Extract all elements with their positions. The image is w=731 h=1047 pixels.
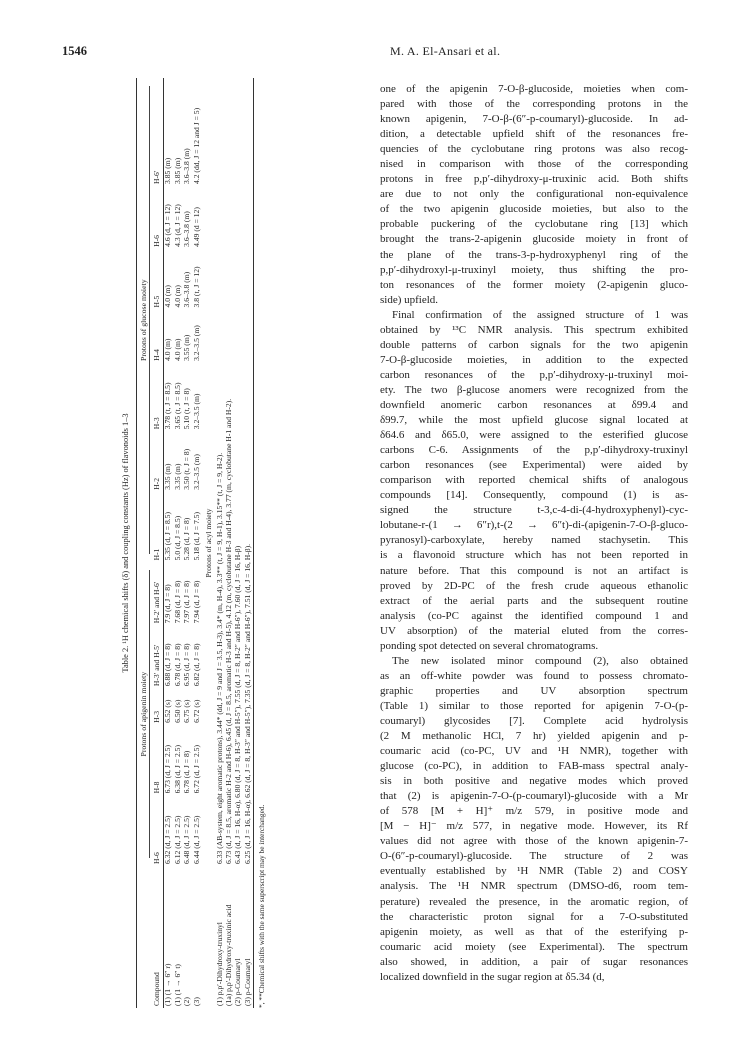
acyl-shifts: 6.73 (d, J = 8.5, aromatic H-2 and H-6), 6.45 (d, J = 8.5, aromatic H-3 and H-5), 4.12 (m, cyclobutane H-3 and H-4), 3.77 (m, cyclobutane H-1 and H-2). (223, 398, 233, 864)
text-line: carbon resonances (see Experimental) were aided by (380, 459, 688, 472)
table-cell: 6.82 (d, J = 8) (191, 643, 201, 687)
text-line: carbon resonances of the p,p′-dihydroxy-μ-truxinyl moi- (380, 368, 688, 381)
table-cell: 6.73 (d, J = 2.5) (163, 745, 173, 794)
rotated-table-container (120, 78, 350, 1008)
text-line: protons in free p,p′-dihydroxy-μ-truxinic acid. Both shifts (380, 173, 688, 186)
table-cell: 6.72 (s) (191, 699, 201, 723)
acyl-row (225, 78, 234, 1008)
text-line: extract of the aerial parts and the subsequent routine (380, 594, 688, 607)
column-header: H-1 (151, 548, 161, 561)
table-cell: 3.35 (m) (172, 463, 182, 490)
text-line: (Table 1) similar to those reported for apigenin 7-O-(p- (380, 699, 688, 712)
column-header: H-6′ (151, 170, 161, 184)
table-cell: 6.44 (d, J = 2.5) (191, 815, 201, 864)
group-glucose-header (137, 78, 150, 562)
text-line: pyranosyl)-carboxylate, hereby named stachysetin. This (380, 534, 688, 547)
table-cell: 3.2–3.5 (m) (191, 393, 201, 430)
text-line: quencies of the cyclobutane ring protons was also recog- (380, 143, 688, 156)
text-line: perature) revealed the presence, in the aromatic region, of (380, 895, 688, 908)
acyl-name: (2) p-Coumaryl (233, 958, 243, 1006)
acyl-name: (1) p,p′-Dihydroxy-truxinyl (214, 922, 224, 1006)
text-line: side) upfield. (380, 293, 439, 306)
column-header-row (150, 78, 164, 1008)
table-cell: 6.48 (d, J = 2.5) (182, 815, 192, 864)
text-line: (2 M methanolic HCl, 7 hr) yielded apigenin and p- (380, 730, 688, 743)
acyl-name: (3) p-Coumaryl (242, 958, 252, 1006)
text-line: probable puckering of the cyclobutane ring [13] which (380, 218, 688, 231)
table-cell: (3) (191, 997, 201, 1006)
table-cell: 3.2–3.5 (m) (191, 454, 201, 490)
text-line: is a flavonoid structure which has not been reported in (380, 549, 688, 562)
nmr-table (136, 78, 254, 1008)
table-cell: 3.85 (m) (163, 157, 173, 184)
text-line: downfield anomeric carbon resonances at δ99.4 and (380, 398, 688, 411)
table-cell: 3.55 (m) (182, 334, 192, 361)
body-text-column (380, 82, 688, 985)
table-cell: 6.12 (d, J = 2.5) (172, 815, 182, 864)
text-line: localized downfield in the sugar region at δ5.34 (d, (380, 970, 605, 983)
table-cell: 4.0 (m) (172, 285, 182, 308)
table-cell: 4.6 (d, J = 12) (163, 204, 173, 247)
text-line: apigenin moiety, as well as that of the esterifying p- (380, 925, 688, 938)
group-glucose-label: Protons of glucose moiety (139, 279, 148, 362)
table-cell: 3.78 (t, J = 8.5) (163, 382, 173, 430)
text-line: double patterns of carbon signals for the two apigenin (380, 338, 688, 351)
table-cell: 6.50 (s) (172, 699, 182, 723)
table-cell: 7.94 (d, J = 8) (191, 580, 201, 624)
text-line: are due to not only the configurational non-equivalence (380, 188, 688, 201)
table-cell: 4.0 (m) (172, 338, 182, 361)
text-line: δ64.6 and δ65.0, were assigned to the esterified glucose (380, 429, 688, 442)
text-line: graphic properties and UV absorption spectrum (380, 684, 688, 697)
column-header: H-6 (151, 852, 161, 864)
text-line: glucose (co-PC), in addition to FAB-mass spectral analy- (380, 760, 688, 773)
text-line: of 578 [M + H]⁺ m/z 579, in positive mode and (380, 805, 688, 818)
text-line: brought the trans-2-apigenin glucoside moiety in front of (380, 233, 688, 246)
text-line: signed the structure t-3,c-4-di-(4-hydroxyphenyl)-cyc- (380, 504, 688, 517)
text-line: carbons C-6. Assignments of the p,p′-dihydroxy-truxinyl (380, 444, 688, 457)
table-cell: 6.88 (d, J = 8) (163, 643, 173, 687)
table-cell: 4.0 (m) (163, 285, 173, 308)
table-cell: 4.49 (d = 12) (191, 207, 201, 247)
text-line: also showed, in addition, a pair of sugar resonances (380, 955, 688, 968)
table-cell: (2) (182, 997, 192, 1006)
text-line: O-(6″-p-coumaryl)-glucoside. The structure of 2 was (380, 850, 688, 863)
text-line: nised in comparison with those of the corresponding (380, 158, 688, 171)
text-line: The new isolated minor compound (2), also obtained (392, 654, 688, 667)
table-row (193, 78, 202, 1008)
table-cell: 6.78 (d, J = 8) (182, 750, 192, 794)
column-header: Compound (151, 972, 161, 1006)
text-line: coumaric acid moiety (see Experimental). The spectrum (380, 940, 688, 953)
acyl-shifts: 6.33 (AB-system, eight aromatic protons), 3.44* (dd, J = 9 and J = 3.5, H-3), 3.4* (m, H-4), 3.3** (t, J = 9, H-1), 3.15** (t, J = 9, H-2). (214, 452, 224, 864)
acyl-shifts: 6.25 (d, J = 16, H-α), 6.62 (d, J = 8, H-3″ and H-5″), 7.35 (d, J = 8, H-2″ and H-6″), 7.51 (d, J = 16, H-β). (242, 543, 252, 864)
acyl-heading: Protons of acyl moiety (203, 508, 213, 578)
text-line: eventually established by ¹H NMR (Table 2) and COSY (380, 865, 688, 878)
table-2 (120, 78, 350, 1008)
table-cell: 4.3 (d, J = 12) (172, 204, 182, 247)
text-line: obtained by ¹³C NMR analysis. This spectrum exhibited (380, 323, 688, 336)
text-line: that (2) is apigenin-7-O-(p-coumaryl)-glucoside with a Mr (380, 790, 688, 803)
text-line: Final confirmation of the assigned structure of 1 was (392, 308, 688, 321)
table-footnote: *, **Chemical shifts with the same superscript may be interchanged. (257, 804, 267, 1008)
table-cell: 3.6–3.8 (m) (182, 271, 192, 308)
table-cell: 6.78 (d, J = 8) (172, 643, 182, 687)
text-line: ponding spot detected on several chromatograms. (380, 639, 599, 652)
table-cell: (1) (1 → 6″ t) (172, 964, 182, 1006)
text-line: ton resonances of the former moiety (2-apigenin gluco- (380, 278, 688, 291)
text-line: comparison with reported chemical shifts of analogous (380, 474, 688, 487)
table-cell: 7.97 (d, J = 8) (182, 580, 192, 624)
text-line: 7-O-β-glucoside moieties, in addition to the expected (380, 353, 688, 366)
table-cell: 4.0 (m) (163, 338, 173, 361)
column-header: H-8 (151, 781, 161, 794)
table-caption: Table 2. ¹H chemical shifts (δ) and coupling constants (Hz) of flavonoids 1–3 (121, 413, 130, 673)
table-cell: 6.32 (d, J = 2.5) (163, 815, 173, 864)
group-spacer (137, 866, 150, 1008)
page-number: 1546 (62, 44, 87, 58)
running-head: M. A. El-Ansari et al. (390, 44, 501, 58)
acyl-heading-row (202, 78, 216, 1008)
table-cell: 3.65 (t, J = 8.5) (172, 382, 182, 430)
text-line: of the two apigenin glucoside moieties, but also to the (380, 203, 688, 216)
text-line: the characteristic proton signal for a 7-O-substituted (380, 910, 688, 923)
table-cell: 3.85 (m) (172, 157, 182, 184)
text-line: coumaryl) glycosides [7]. Complete acid hydrolysis (380, 714, 688, 727)
column-header: H-3 (151, 711, 161, 723)
table-cell: 3.50 (t, J = 8) (182, 448, 192, 490)
table-cell: 3.6–3.8 (m) (182, 211, 192, 247)
table-cell: 6.52 (s) (163, 699, 173, 723)
table-cell: 7.68 (d, J = 8) (172, 580, 182, 624)
table-cell: 5.10 (t, J = 8) (182, 388, 192, 430)
column-header: H-3 (151, 417, 161, 430)
table-cell: 6.38 (d, J = 2.5) (172, 745, 182, 794)
text-line: values did not agree with those of the known apigenin-7- (380, 835, 688, 848)
text-line: sis in both positive and negative modes which proved (380, 775, 688, 788)
text-line: the plane of the trans-3-p-hydroxyphenyl ring of the (380, 248, 688, 261)
column-header: H-5 (151, 295, 161, 308)
text-line: one of the apigenin 7-O-β-glucoside, moieties when com- (380, 83, 688, 95)
text-line: as an off-white powder was found to possess chromato- (380, 669, 688, 682)
acyl-name: (1a) p,p′-Dihydroxy-truxinic acid (223, 904, 233, 1006)
column-header: H-6 (151, 235, 161, 247)
text-line: ety. The two β-glucose anomers were recognized from the (380, 383, 688, 396)
table-cell: 7.9 (d, J = 8) (163, 584, 173, 624)
text-line: dition, a detectable upfield shift of the resonances fre- (380, 128, 688, 141)
table-cell: 3.2–3.5 (m) (191, 325, 201, 361)
acyl-shifts: 6.43 (d, J = 16, H-α), 6.80 (d, J = 8, H-3″ and H-5″), 7.55 (d, J = 8, H-2″ and H-6″), 7.60 (d, J = 16, H-β) (233, 545, 243, 864)
group-apigenin-header (137, 562, 150, 866)
column-header: H-2 (151, 477, 161, 490)
table-cell: 5.0 (d, J = 8.5) (172, 515, 182, 561)
table-cell: 6.75 (s) (182, 699, 192, 723)
table-cell: (1) (1 → 6″ r) (163, 963, 173, 1006)
text-line: analysis (co-PC against the identified compound 1 and (380, 609, 688, 622)
text-line: UV absorption) of the material eluted from the corres- (380, 624, 688, 637)
column-header: H-4 (151, 349, 161, 361)
text-line: coumaric acid (co-PC, UV and ¹H NMR), together with (380, 745, 688, 758)
column-header: H-3′ and H-5′ (151, 644, 161, 687)
table-cell: 6.72 (d, J = 2.5) (191, 745, 201, 794)
text-line: analysis. The ¹H NMR spectrum (DMSO-d6, room tem- (380, 880, 688, 893)
table-cell: 3.6–3.8 (m) (182, 148, 192, 184)
table-cell: 4.2 (dd, J = 12 and J = 5) (191, 107, 201, 184)
text-line: proved by 2D-PC of the fresh crude aqueous ethanolic (380, 579, 688, 592)
text-line: lobutane-r-(1 → 6″r),t-(2 → 6″t)-di-(apigenin-7-O-β-gluco- (380, 519, 688, 532)
group-header-row (137, 78, 150, 1008)
table-cell: 3.8 (t, J = 12) (191, 266, 201, 308)
text-line: pared with those of the corresponding protons in the (380, 98, 688, 111)
acyl-row (234, 78, 243, 1008)
table-cell: 3.35 (m) (163, 463, 173, 490)
table-cell: 5.35 (d, J = 8.5) (163, 512, 173, 561)
acyl-row (244, 78, 254, 1008)
table-cell: 5.28 (d, J = 8) (182, 517, 192, 561)
text-line: compounds [14]. Consequently, compound (1) is as- (380, 489, 688, 502)
group-apigenin-label: Protons of apigenin moiety (139, 671, 148, 757)
text-line: nature before. That this compound is not an artifact is (380, 564, 688, 577)
table-cell: 5.18 (d, J = 7.5) (191, 512, 201, 561)
column-header: H-2′ and H-6′ (151, 581, 161, 624)
text-line: p,p′-dihydroxyl-μ-truxinyl moiety, thus shifting the pro- (380, 263, 688, 276)
text-line: δ99.7, while the most upfield glucose signal located at (380, 414, 688, 427)
text-line: known apigenin, 7-O-β-(6″-p-coumaryl)-glucoside. In ad- (380, 113, 688, 126)
table-cell: 6.95 (d, J = 8) (182, 643, 192, 687)
text-line: [M − H]⁻ m/z 577, in negative mode. However, its Rf (380, 820, 688, 833)
